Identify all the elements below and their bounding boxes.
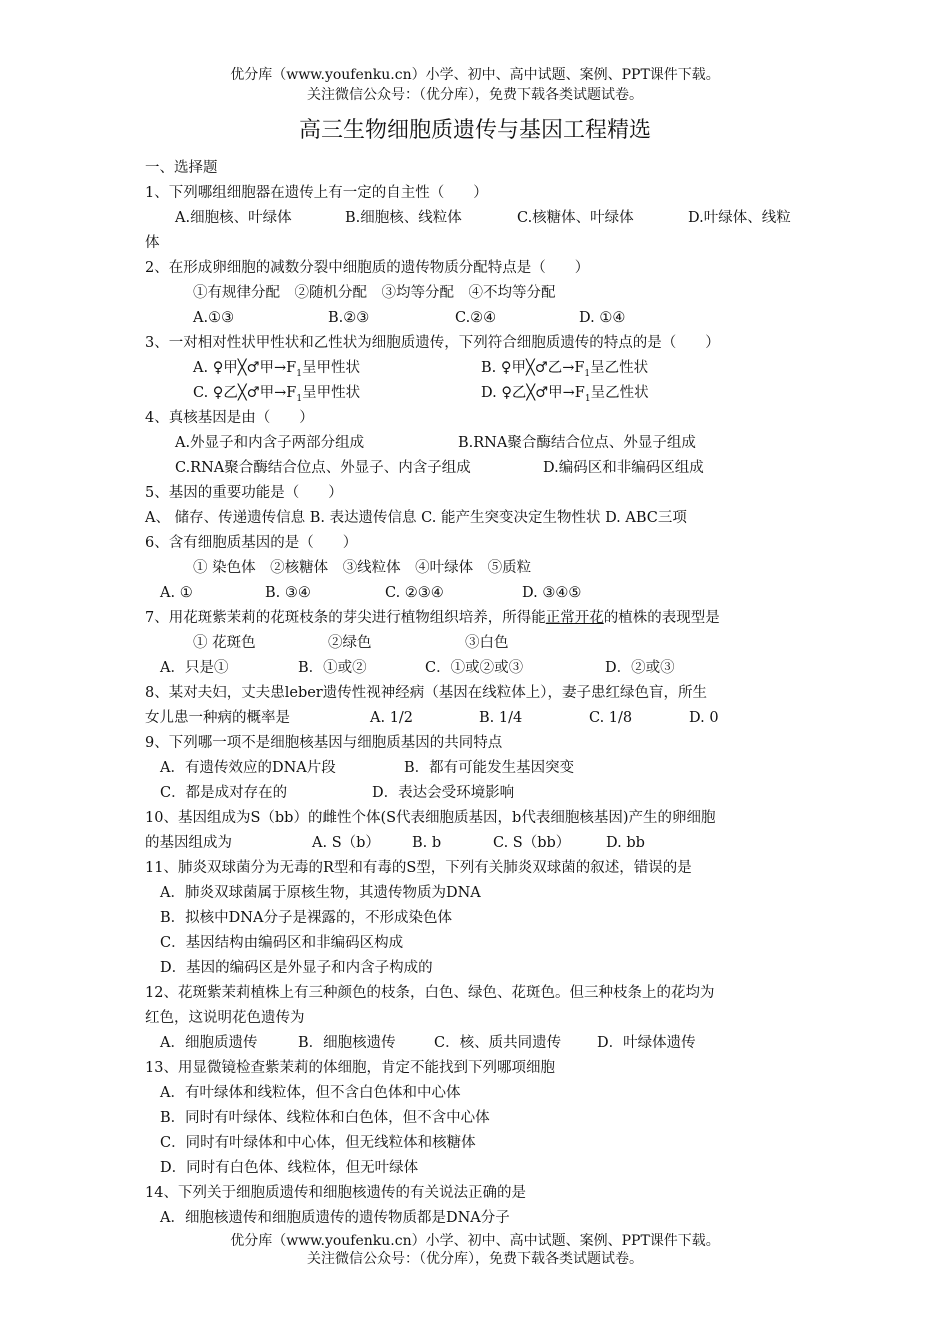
q1-option-b: B.细胞核、线粒体 xyxy=(345,210,462,226)
q12-option-b: B．细胞核遗传 xyxy=(298,1035,396,1051)
q8-stem-line-1: 8、某对夫妇，丈夫患leber遗传性视神经病（基因在线粒体上），妻子患红绿色盲，所生 xyxy=(145,685,707,701)
footer-line-2: 关注微信公众号：（优分库），免费下载各类试题试卷。 xyxy=(307,1251,643,1267)
q8-stem-line-2: 女儿患一种病的概率是 xyxy=(145,710,290,726)
q7-option-b: B．①或② xyxy=(298,660,367,676)
q8-option-d: D. 0 xyxy=(689,710,719,726)
q10-stem-line-2: 的基因组成为 xyxy=(145,835,232,851)
q3-option-c: C. ♀乙╳♂甲$\to F_1$呈甲性状 xyxy=(193,385,361,404)
q5-stem: 5、基因的重要功能是（ ） xyxy=(145,485,343,501)
q4-option-b: B.RNA聚合酶结合位点、外显子组成 xyxy=(458,435,696,451)
q4-stem: 4、真核基因是由（ ） xyxy=(145,410,314,426)
q2-option-a: A.①③ xyxy=(193,310,235,326)
q9-option-c: C．都是成对存在的 xyxy=(160,785,288,801)
q8-option-c: C. 1/8 xyxy=(589,710,633,726)
q1-option-a: A.细胞核、叶绿体 xyxy=(175,210,292,226)
q7-item-2: ②绿色 xyxy=(328,635,372,651)
q1-option-c: C.核糖体、叶绿体 xyxy=(517,210,634,226)
header-line-2: 关注微信公众号：（优分库），免费下载各类试题试卷。 xyxy=(307,87,643,103)
q6-option-c: C. ②③④ xyxy=(385,585,444,601)
q9-option-d: D．表达会受环境影响 xyxy=(372,785,515,801)
q10-stem-line-1: 10、基因组成为S（bb）的雌性个体(S代表细胞质基因，b代表细胞核基因)产生的卵细胞 xyxy=(145,810,716,826)
q6-option-d: D. ③④⑤ xyxy=(522,585,582,601)
q4-option-c: C.RNA聚合酶结合位点、外显子、内含子组成 xyxy=(175,460,471,476)
q9-option-a: A．有遗传效应的DNA片段 xyxy=(160,760,336,776)
q12-option-c: C．核、质共同遗传 xyxy=(434,1035,562,1051)
q14-option-a: A．细胞核遗传和细胞质遗传的遗传物质都是DNA分子 xyxy=(160,1210,510,1226)
q3-option-b: B. ♀甲╳♂乙$\to F_1$呈乙性状 xyxy=(481,360,649,379)
footer-line-1: 优分库（www.youfenku.cn）小学、初中、高中试题、案例、PPT课件下载。 xyxy=(230,1233,720,1249)
q7-option-a: A．只是① xyxy=(160,660,229,676)
q10-option-a: A. S（b） xyxy=(312,835,380,851)
page-title: 高三生物细胞质遗传与基因工程精选 xyxy=(298,118,651,143)
q8-option-a: A. 1/2 xyxy=(370,710,414,726)
q6-items: ① 染色体 ②核糖体 ③线粒体 ④叶绿体 ⑤质粒 xyxy=(193,560,532,576)
q7-option-c: C．①或②或③ xyxy=(425,660,524,676)
q3-option-d: D. ♀乙╳♂甲$\to F_1$呈乙性状 xyxy=(481,385,649,404)
q6-stem: 6、含有细胞质基因的是（ ） xyxy=(145,535,358,551)
q4-option-d: D.编码区和非编码区组成 xyxy=(543,460,704,476)
q2-option-d: D. ①④ xyxy=(579,310,626,326)
q13-option-a: A．有叶绿体和线粒体，但不含白色体和中心体 xyxy=(160,1085,461,1101)
q12-option-a: A．细胞质遗传 xyxy=(160,1035,258,1051)
q9-option-b: B．都有可能发生基因突变 xyxy=(404,760,575,776)
q7-item-3: ③白色 xyxy=(465,635,509,651)
q1-continuation: 体 xyxy=(145,235,160,251)
q7-option-d: D．②或③ xyxy=(605,660,675,676)
q2-option-b: B.②③ xyxy=(328,310,370,326)
q2-stem: 2、在形成卵细胞的减数分裂中细胞质的遗传物质分配特点是（ ） xyxy=(145,260,590,276)
q7-stem: 7、用花斑紫茉莉的花斑枝条的芽尖进行植物组织培养，所得能正常开花的植株的表现型是 xyxy=(145,610,720,626)
q1-option-d: D.叶绿体、线粒 xyxy=(688,210,791,226)
q11-option-b: B．拟核中DNA分子是裸露的，不形成染色体 xyxy=(160,910,452,926)
q13-stem: 13、用显微镜检查紫茉莉的体细胞，肯定不能找到下列哪项细胞 xyxy=(145,1060,555,1076)
q13-option-c: C．同时有叶绿体和中心体，但无线粒体和核糖体 xyxy=(160,1135,476,1151)
q11-option-d: D．基因的编码区是外显子和内含子构成的 xyxy=(160,960,433,976)
section-heading: 一、选择题 xyxy=(145,160,218,176)
q12-option-d: D．叶绿体遗传 xyxy=(597,1035,696,1051)
q11-stem: 11、肺炎双球菌分为无毒的R型和有毒的S型，下列有关肺炎双球菌的叙述，错误的是 xyxy=(145,860,692,876)
q2-option-c: C.②④ xyxy=(455,310,497,326)
q14-stem: 14、下列关于细胞质遗传和细胞核遗传的有关说法正确的是 xyxy=(145,1185,526,1201)
q6-option-a: A. ① xyxy=(160,585,193,601)
q9-stem: 9、下列哪一项不是细胞核基因与细胞质基因的共同特点 xyxy=(145,735,503,751)
q13-option-b: B．同时有叶绿体、线粒体和白色体，但不含中心体 xyxy=(160,1110,490,1126)
q11-option-c: C．基因结构由编码区和非编码区构成 xyxy=(160,935,404,951)
header-line-1: 优分库（www.youfenku.cn）小学、初中、高中试题、案例、PPT课件下载。 xyxy=(230,67,720,83)
q2-items: ①有规律分配 ②随机分配 ③均等分配 ④不均等分配 xyxy=(193,285,556,301)
q3-stem: 3、一对相对性状甲性状和乙性状为细胞质遗传，下列符合细胞质遗传的特点的是（ ） xyxy=(145,335,720,351)
q10-option-c: C. S（bb） xyxy=(493,835,571,851)
q6-option-b: B. ③④ xyxy=(265,585,311,601)
q4-option-a: A.外显子和内含子两部分组成 xyxy=(175,435,365,451)
q13-option-d: D．同时有白色体、线粒体，但无叶绿体 xyxy=(160,1160,419,1176)
q3-option-a: A. ♀甲╳♂甲$\to F_1$呈甲性状 xyxy=(193,360,360,379)
q7-item-1: ① 花斑色 xyxy=(193,635,256,651)
q12-stem-line-1: 12、花斑紫茉莉植株上有三种颜色的枝条，白色、绿色、花斑色。但三种枝条上的花均为 xyxy=(145,985,715,1001)
q1-stem: 1、下列哪组细胞器在遗传上有一定的自主性（ ） xyxy=(145,185,488,201)
q12-stem-line-2: 红色，这说明花色遗传为 xyxy=(145,1010,305,1026)
q11-option-a: A．肺炎双球菌属于原核生物，其遗传物质为DNA xyxy=(160,885,481,901)
q5-options: A、 储存、传递遗传信息 B. 表达遗传信息 C. 能产生突变决定生物性状 D. ABC三项 xyxy=(145,510,687,526)
q8-option-b: B. 1/4 xyxy=(479,710,523,726)
q10-option-b: B. b xyxy=(412,835,442,851)
q10-option-d: D. bb xyxy=(606,835,645,851)
